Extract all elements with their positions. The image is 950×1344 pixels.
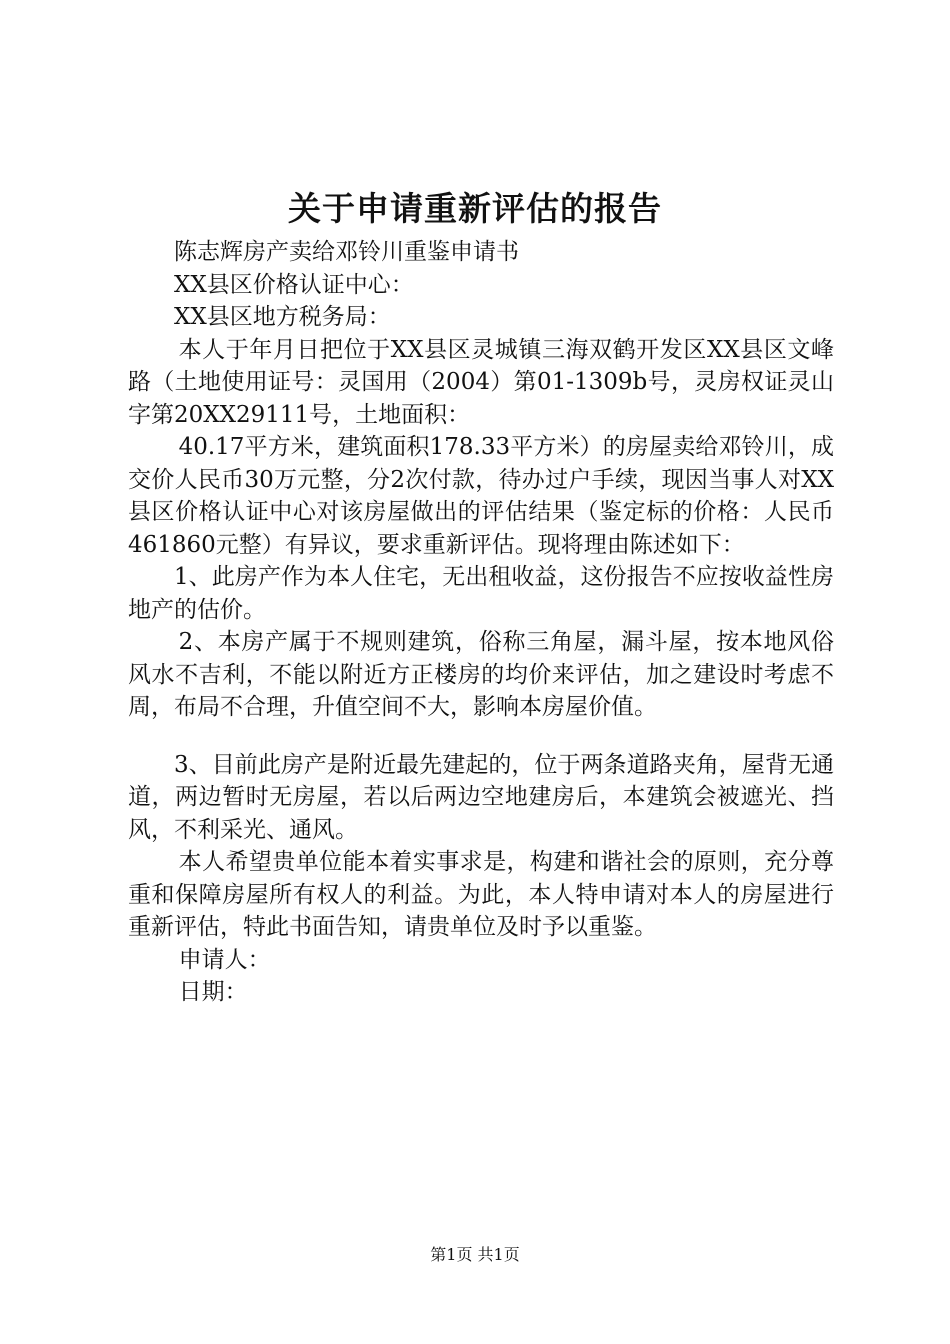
paragraph-request: 本人希望贵单位能本着实事求是，构建和谐社会的原则，充分尊重和保障房屋所有权人的利益。为此，本人特申请对本人的房屋进行重新评估，特此书面告知，请贵单位及时予以重鉴。 [128, 849, 834, 940]
paragraph-property-location: 本人于年月日把位于XX县区灵城镇三海双鹤开发区XX县区文峰路（土地使用证号：灵国用（2004）第01-1309b号，灵房权证灵山字第20XX29111号，土地面积： [128, 336, 834, 428]
paragraph-sale-details: 40.17平方米，建筑面积178.33平方米）的房屋卖给邓铃川，成交价人民币30万元整，分2次付款，待办过户手续，现因当事人对XX县区价格认证中心对该房屋做出的评估结果（鉴定标的价格：人民币461860元整）有异议，要求重新评估。现将理由陈述如下： [128, 434, 834, 558]
document-title: 关于申请重新评估的报告 [288, 189, 662, 228]
reason-1: 1、此房产作为本人住宅，无出租收益，这份报告不应按收益性房地产的估价。 [128, 564, 834, 623]
recipient-price-center: XX县区价格认证中心： [174, 271, 414, 298]
page-footer: 第1页 共1页 [430, 1245, 520, 1264]
date-line: 日期： [178, 979, 248, 1005]
reason-2: 2、本房产属于不规则建筑，俗称三角屋，漏斗屋，按本地风俗风水不吉利，不能以附近方正楼房的均价来评估，加之建设时考虑不周，布局不合理，升值空间不大，影响本房屋价值。 [128, 629, 834, 720]
document-subtitle: 陈志辉房产卖给邓铃川重鉴申请书 [174, 239, 519, 265]
reason-3: 3、目前此房产是附近最先建起的，位于两条道路夹角，屋背无通道，两边暂时无房屋，若以后两边空地建房后，本建筑会被遮光、挡风，不利采光、通风。 [128, 751, 834, 843]
document-body [128, 236, 834, 1009]
recipient-tax-bureau: XX县区地方税务局： [174, 304, 391, 330]
applicant-line: 申请人： [178, 946, 271, 973]
